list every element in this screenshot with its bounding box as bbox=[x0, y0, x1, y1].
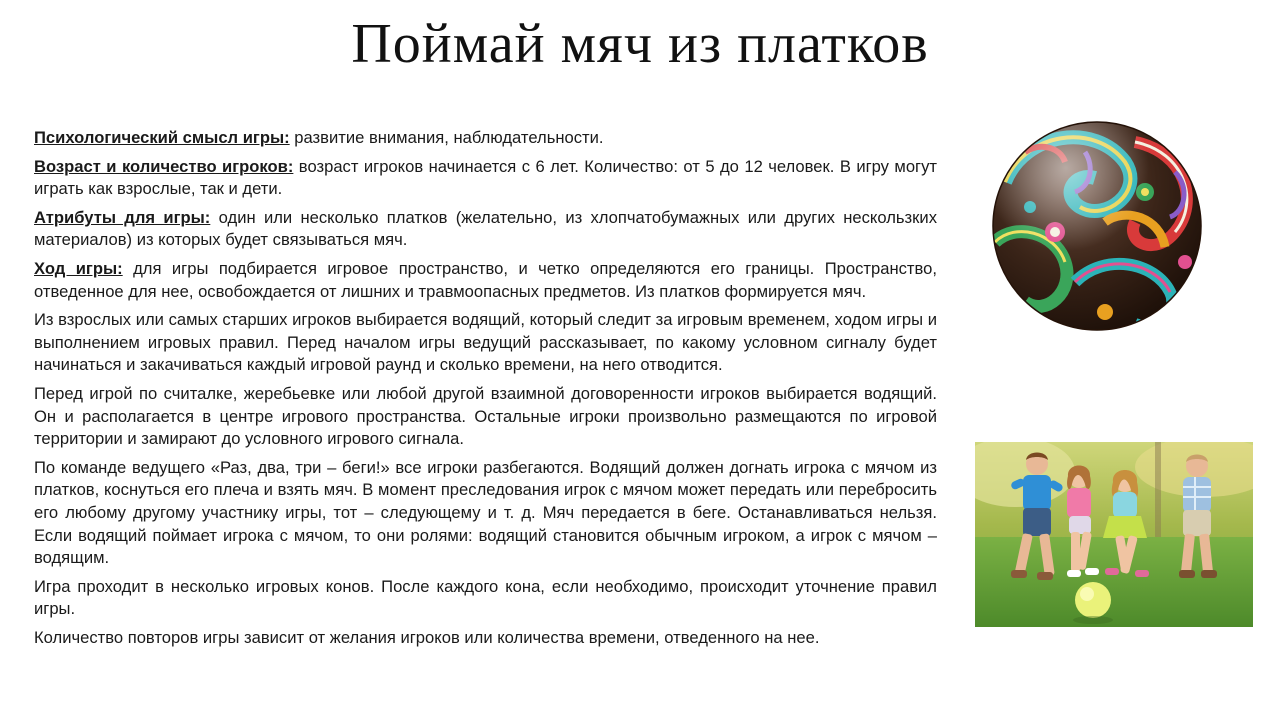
paragraph-text: возраст игроков начинается с 6 лет. Количество: от 5 до 12 человек. В игру могут играть как взрослые, так и дети. bbox=[34, 156, 937, 199]
paragraph-lead: Атрибуты для игры: bbox=[34, 207, 211, 227]
paragraph-text: для игры подбирается игровое пространство, и четко определяются его границы. Пространство, отведенное для нее, освобождается от лишних и травмоопасных предметов. Из платков формируется мяч. bbox=[34, 258, 937, 301]
paragraph-text: развитие внимания, наблюдательности. bbox=[289, 128, 604, 147]
paragraph-lead: Психологический смысл игры: bbox=[34, 128, 290, 147]
paragraph-choose bbox=[34, 383, 937, 451]
children-playing-photo bbox=[975, 442, 1253, 627]
paragraph-leader bbox=[34, 309, 937, 377]
page-title: Поймай мяч из платков bbox=[351, 13, 929, 75]
paragraph-age bbox=[34, 156, 937, 201]
paragraph-attributes bbox=[34, 207, 937, 252]
paragraph-lead: Возраст и количество игроков: bbox=[34, 156, 294, 176]
paragraph-repeats bbox=[34, 627, 937, 650]
paragraph-command bbox=[34, 457, 937, 570]
paragraph-text: Количество повторов игры зависит от желания игроков или количества времени, отведенного на нее. bbox=[34, 627, 820, 647]
rules-text bbox=[34, 127, 937, 655]
paragraph-text: Перед игрой по считалке, жеребьевке или любой другой взаимной договоренности игроков выбирается водящий. Он и располагается в центре игрового пространства. Остальные игроки произвольно размещаются по игровой территории и замирают до условного игрового сигнала. bbox=[34, 383, 937, 449]
paragraph-text: По команде ведущего «Раз, два, три – беги!» все игроки разбегаются. Водящий должен догнать игрока с мячом из платков, коснуться его плеча и взять мяч. В момент преследования игрок с мячом может передать или перебросить его любому другому участнику игры, тот – следующему и т. д. Мяч передается в беге. Останавливаться нельзя. Если водящий поймает игрока с мячом, то они ролями: водящий становится обычным игроком, а игрок с мячом – водящим. bbox=[34, 457, 937, 568]
paragraph-course bbox=[34, 258, 937, 303]
paragraph-rounds bbox=[34, 576, 937, 621]
paragraph-text: Игра проходит в несколько игровых конов. После каждого кона, если необходимо, происходит уточнение правил игры. bbox=[34, 576, 937, 619]
paragraph-text: Из взрослых или самых старших игроков выбирается водящий, который следит за игровым временем, ходом игры и выполнением игровых правил. Перед началом игры ведущий рассказывает, по какому условном сигналу будет начинаться и закачиваться каждый игровой раунд и сколько времени, на него отводится. bbox=[34, 310, 937, 375]
paragraph-psychology bbox=[34, 127, 937, 150]
paragraph-lead: Ход игры: bbox=[34, 258, 123, 278]
paisley-ball-image bbox=[985, 112, 1223, 342]
paragraph-text: один или несколько платков (желательно, из хлопчатобумажных или других нескользких материалов) из которых будет связываться мяч. bbox=[34, 207, 937, 250]
